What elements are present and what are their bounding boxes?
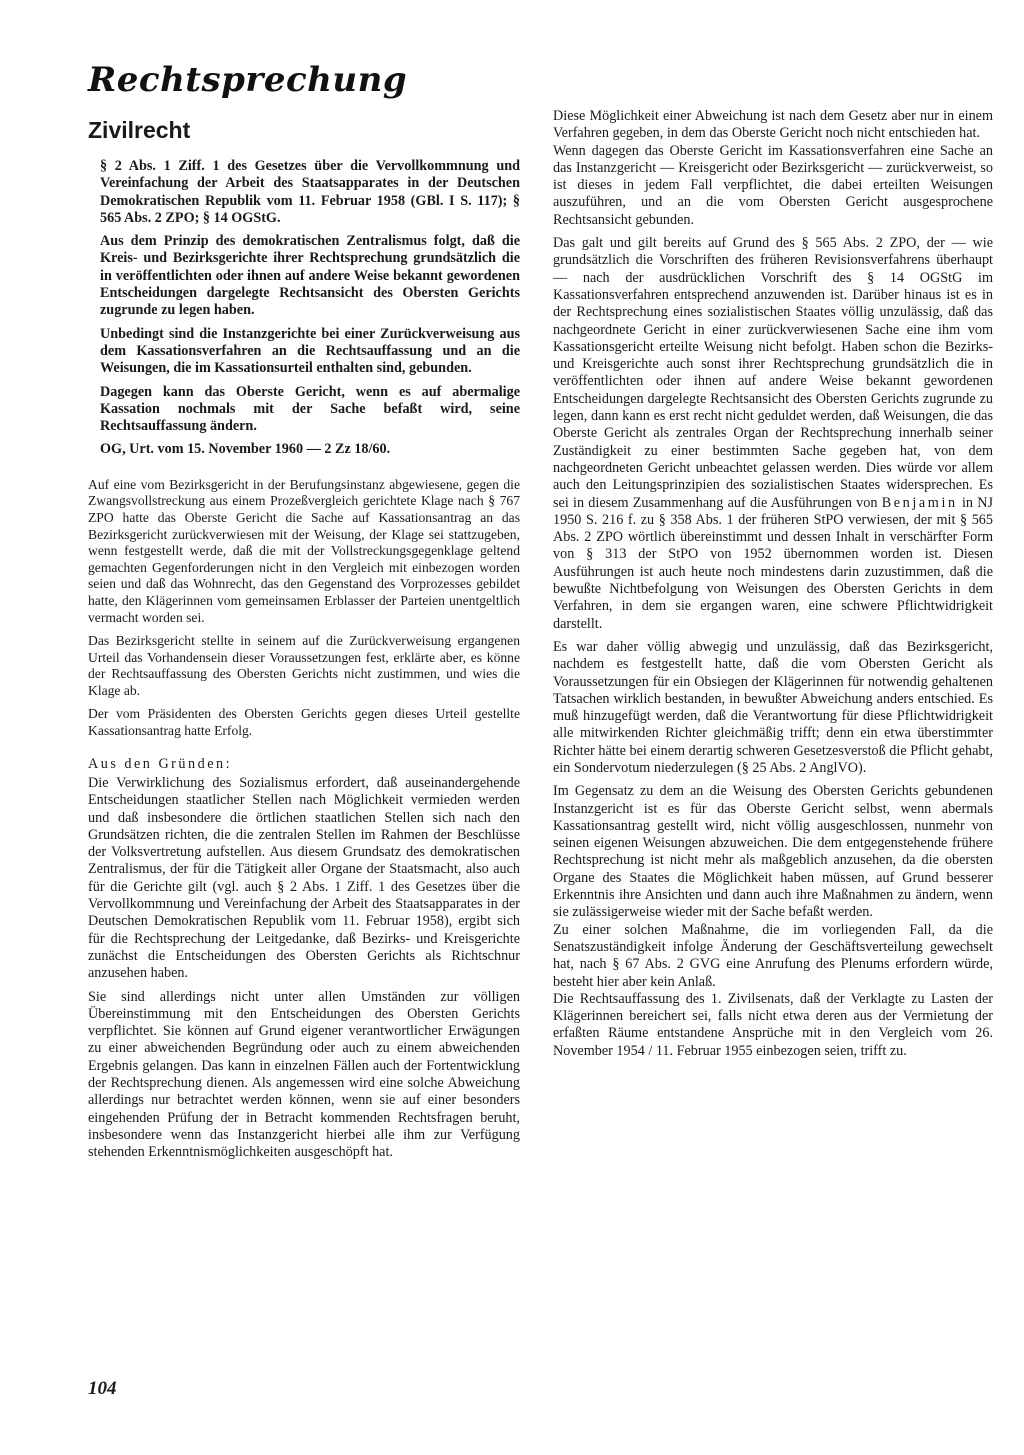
page-number: 104 <box>88 1378 117 1399</box>
author-name: Benjamin <box>881 494 958 511</box>
grounds-heading: Aus den Gründen: <box>88 755 233 772</box>
right-column <box>553 108 993 1066</box>
grounds-paragraph-9: Die Rechtsauffassung des 1. Zivilsenats, daß der Verklagte zu Lasten der Klägerinnen bereichert sei, falls nicht etwa deren aus der Vermietung der erfaßten Räume entstandene Ansprüche mit in den Vergleich vom 26. November 1954 / 11. Februar 1955 einbezogen seien, trifft zu. <box>553 990 993 1059</box>
headnote-1: Aus dem Prinzip des demokratischen Zentralismus folgt, daß die Kreis- und Bezirksgerichte ihrer Rechtsprechung grundsätzlich die in veröffentlichten oder ihnen auf andere Weise bekannt gewordenen Entscheidungen dargelegte Rechtsansicht des Obersten Gerichts zugrunde zu legen haben. <box>100 233 520 319</box>
headnote-2: Unbedingt sind die Instanzgerichte bei einer Zurückverweisung aus dem Kassationsverfahren an die Rechtsauffassung und an die Weisungen, die im Kassationsurteil enthalten sind, gebunden. <box>100 325 520 377</box>
grounds-paragraph-1: Die Verwirklichung des Sozialismus erfordert, daß auseinandergehende Entscheidungen staatlicher Stellen nach Möglichkeit vermieden werden und daß insbesondere die örtlichen staatlichen Stellen sich nach den Grundsätzen richten, die die zentralen Stellen im Rahmen der Beschlüsse der Volksvertretung aufstellen. Aus diesem Grundsatz des demokratischen Zentralismus, der für die Tätigkeit aller Organe der Staatsmacht, also auch für die Gerichte gilt (vgl. auch § 2 Abs. 1 Ziff. 1 des Gesetzes über die Vervollkommnung und Vereinfachung der Arbeit des Staatsapparates in der Deutschen Demokratischen Republik vom 11. Februar 1958), ergibt sich für die Rechtsprechung der Leitgedanke, daß Bezirks- und Kreisgerichte zunächst die Entscheidungen des Obersten Gerichts als Richtschnur anzusehen haben. <box>88 774 520 982</box>
facts-paragraph-1: Auf eine vom Bezirksgericht in der Berufungsinstanz abgewiesene, gegen die Zwangsvollstreckung aus einem Prozeßvergleich gerichtete Klage nach § 767 ZPO hatte das Oberste Gericht die Sache auf Kassationsantrag an das Bezirksgericht zurückverwiesen mit der Weisung, der Klage sei stattzugeben, wenn festgestellt werde, daß die mit der Vollstreckungsgegenklage geltend gemachten Gegenforderungen nicht in den Vergleich mit einbezogen worden seien und daß das Wohnrecht, das den Gegenstand des Vorprozesses gebildet hatte, den Klägerinnen vom gemeinsamen Erblasser der Parteien unentgeltlich vermacht worden sei. <box>88 476 520 625</box>
grounds-paragraph-5 <box>553 235 993 633</box>
grounds-paragraph-7: Im Gegensatz zu dem an die Weisung des Obersten Gerichts gebundenen Instanzgericht ist es für das Oberste Gericht selbst, wenn abermals Kassationsantrag gestellt wird, nicht völlig ausgeschlossen, nunmehr von seinen eigenen Weisungen abzuweichen. Die dem entgegenstehende frühere Rechtsprechung ist nicht mehr als maßgeblich anzusehen, da die obersten Organe des Staates die Möglichkeit haben müssen, auf Grund besserer Erkenntnis ihre Ansichten und dann auch ihre Maßnahmen zu ändern, wenn sie zulässigerweise wieder mit der Sache befaßt werden. <box>553 783 993 921</box>
norms-paragraph: § 2 Abs. 1 Ziff. 1 des Gesetzes über die Vervollkommnung und Vereinfachung der Arbeit des Staatsapparates in der Deutschen Demokratischen Republik vom 11. Februar 1958 (GBl. I S. 117); § 565 Abs. 2 ZPO; § 14 OGStG. <box>100 158 520 226</box>
headnote-3: Dagegen kann das Oberste Gericht, wenn es auf abermalige Kassation nochmals mit der Sache befaßt wird, seine Rechtsauffassung ändern. <box>100 383 520 435</box>
left-column <box>88 108 520 1167</box>
case-reference: OG, Urt. vom 15. November 1960 — 2 Zz 18/60. <box>100 441 391 458</box>
grounds-paragraph-5-part-2: in NJ 1950 S. 216 f. zu § 358 Abs. 1 der früheren StPO verwiesen, der mit § 565 Abs. 2 ZPO wörtlich übereinstimmt und dessen Inhalt in verschärfter Form von § 313 der StPO von 1952 übernommen worden ist. Diesen Ausführungen ist auch heute noch mindestens darin zuzustimmen, daß die bewußte Nichtbefolgung von Weisungen des Obersten Gerichts in dem Verfahren, in dem sie ergangen waren, eine schwere Pflichtwidrigkeit darstellt. <box>553 494 993 632</box>
facts-paragraph-3: Der vom Präsidenten des Obersten Gerichts gegen dieses Urteil gestellte Kassationsantrag hatte Erfolg. <box>88 706 520 739</box>
grounds-paragraph-8: Zu einer solchen Maßnahme, die im vorliegenden Fall, da die Senatszuständigkeit infolge Änderung der Geschäftsverteilung gewechselt hat, nach § 67 Abs. 2 GVG eine Anrufung des Plenums erfordern würde, besteht hier aber kein Anlaß. <box>553 921 993 990</box>
grounds-paragraph-5-part-1: Das galt und gilt bereits auf Grund des § 565 Abs. 2 ZPO, der — wie grundsätzlich die Vorschriften des früheren Revisionsverfahrens überhaupt — nach der ausdrücklichen Vorschrift des § 14 OGStG im Kassationsverfahren entsprechend anzuwenden ist. Darüber hinaus ist es in der Rechtsprechung eines sozialistischen Staates völlig unzulässig, daß das nachgeordnete Gericht in einer zurückverwiesenen Sache eine ihm vom Kassationsgericht erteilte Weisung nicht befolgt. Haben schon die Bezirks- und Kreisgerichte auch sonst ihrer Rechtsprechung grundsätzlich die in veröffentlichten oder ihnen auf andere Weise bekannt gewordenen Entscheidungen dargelegte Rechtsansicht des Obersten Gerichts zugrunde zu legen, dann kann es erst recht nicht geduldet werden, daß Weisungen, die das Oberste Gericht als zentrales Organ der Rechtsprechung innerhalb seiner Zuständigkeit zu einer bestimmten Sache gegeben hat, von dem nachgeordneten Gericht unbeachtet gelassen werden. Dies würde vor allem auch den Leitungsprinzipien des sozialistischen Staates widersprechen. Es sei in diesem Zusammenhang auf die Ausführungen von <box>553 235 993 511</box>
facts-paragraph-2: Das Bezirksgericht stellte in seinem auf die Zurückverweisung ergangenen Urteil das Vorhandensein dieser Voraussetzungen fest, erklärte aber, es könne der Rechtsauffassung des Obersten Gerichts nicht zustimmen, und wies die Klage ab. <box>88 633 520 698</box>
section-title: Zivilrecht <box>88 117 191 143</box>
grounds-paragraph-2: Sie sind allerdings nicht unter allen Umständen zur völligen Übereinstimmung mit den Entscheidungen des Obersten Gerichts verpflichtet. Sie können auf Grund eigener verantwortlicher Erwägungen zu einer abweichenden Begründung oder auch zu einem abweichenden Ergebnis gelangen. Das kann in einzelnen Fällen auch der Fortentwicklung der Rechtsprechung dienen. Als angemessen wird eine solche Abweichung allerdings nur betrachtet werden können, wenn sie auf einer besonders eingehenden Prüfung der in Betracht kommenden Rechtsfragen beruht, insbesondere wenn das Instanzgericht hierbei alle ihm zur Verfügung stehenden Erkenntnismöglichkeiten ausgeschöpft hat. <box>88 988 520 1161</box>
grounds-paragraph-6: Es war daher völlig abwegig und unzulässig, daß das Bezirksgericht, nachdem es festgestellt hatte, daß die vom Obersten Gericht als Voraussetzungen für ein Obsiegen der Klägerinnen für notwendig gehaltenen Tatsachen wirklich bestanden, in bewußter Abweichung anders entschied. Es muß hinzugefügt werden, daß die Verantwortung für diese Pflichtwidrigkeit alle mitwirkenden Richter gleichmäßig trifft; denn ein etwa überstimmter Richter hätte bei einem derartig schweren Gesetzesverstoß die Pflicht gehabt, ein Sondervotum niederzulegen (§ 25 Abs. 2 AnglVO). <box>553 638 993 776</box>
page-header: Rechtsprechung <box>88 60 408 100</box>
grounds-paragraph-4: Wenn dagegen das Oberste Gericht im Kassationsverfahren eine Sache an das Instanzgericht — Kreisgericht oder Bezirksgericht — zurückverweist, so ist dieses in jedem Fall verpflichtet, die dabei erteilten Weisungen auszuführen, und an die vom Obersten Gericht ausgesprochene Rechtsansicht gebunden. <box>553 142 993 228</box>
facts-block <box>88 477 520 740</box>
grounds-paragraph-3: Diese Möglichkeit einer Abweichung ist nach dem Gesetz aber nur in einem Verfahren gegeben, in dem das Oberste Gericht noch nicht entschieden hat. <box>553 108 993 142</box>
